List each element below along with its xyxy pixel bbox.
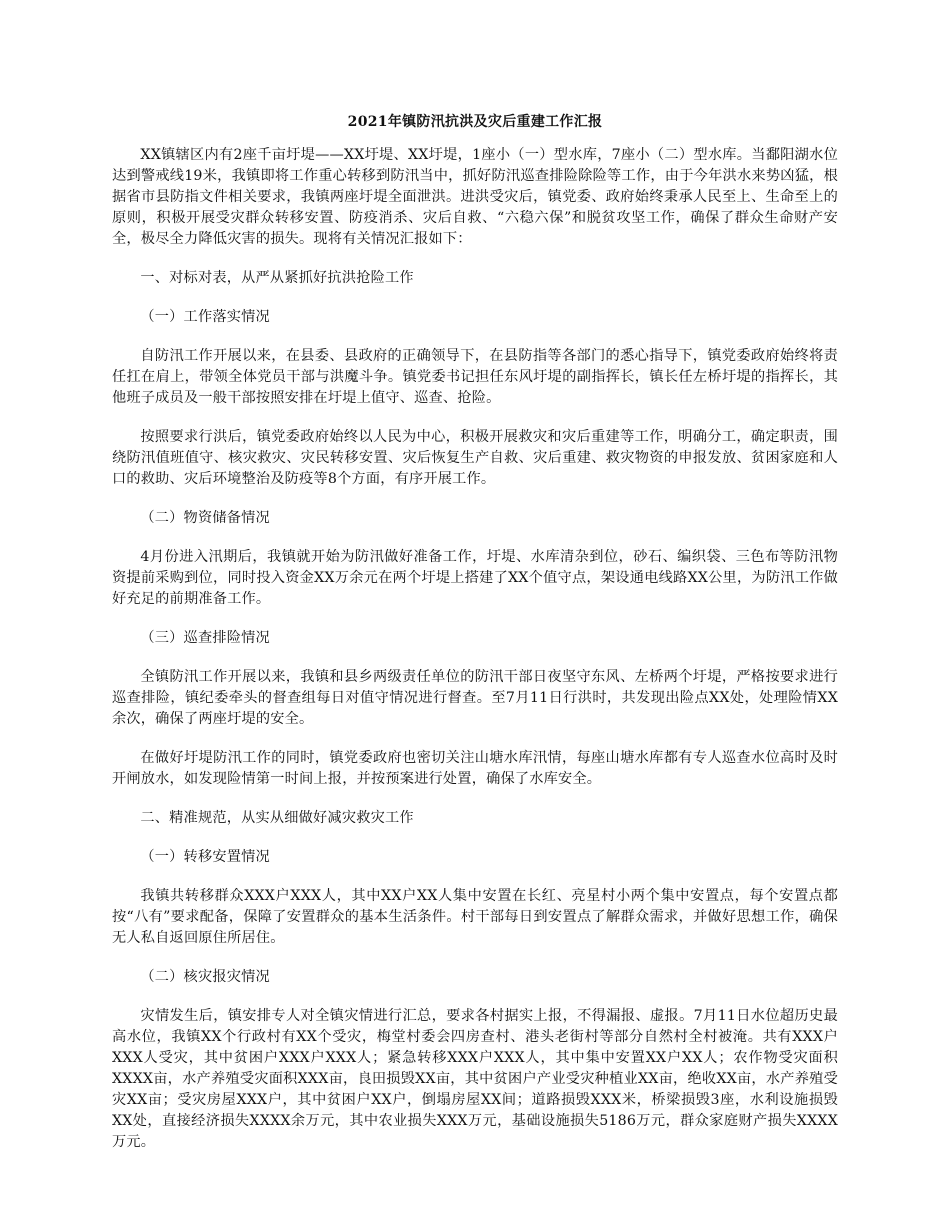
paragraph-disaster-report: 灾情发生后，镇安排专人对全镇灾情进行汇总，要求各村据实上报，不得漏报、虚报。7月11日水位超历史最高水位，我镇XX个行政村有XX个受灾，梅堂村委会四房查村、港头老街村等部分自然村全村被淹。共有XXX户XXX人受灾，其中贫困户XXX户XXX人；紧急转移XXX户XXX人，其中集中安置XX户XX人；农作物受灾面积XXXX亩，水产养殖受灾面积XXX亩，良田损毁XX亩，其中贫困户产业受灾种植业XX亩，绝收XX亩，水产养殖受灾XX亩；受灾房屋XXX户，其中贫困户XX户，倒塌房屋XX间；道路损毁XXX米，桥梁损毁3座，水利设施损毁XX处，直接经济损失XXXX余万元，其中农业损失XXX万元，基础设施损失5186万元，群众家庭财产损失XXXX万元。: [112, 1008, 838, 1150]
subsection-heading-2-2: （二）核灾报灾情况: [140, 969, 270, 985]
subsection-heading-1-3: （三）巡查排险情况: [140, 630, 270, 646]
paragraph-relocation: 我镇共转移群众XXX户XXX人，其中XX户XX人集中安置在长红、亮星村小两个集中安置点，每个安置点都按“八有”要求配备，保障了安置群众的基本生活条件。村干部每日到安置点了解群众需求，并做好思想工作，确保无人私自返回原住所居住。: [112, 888, 838, 946]
paragraph-patrol-1: 全镇防汛工作开展以来，我镇和县乡两级责任单位的防汛干部日夜坚守东风、左桥两个圩堤，严格按要求进行巡查排险，镇纪委牵头的督查组每日对值守情况进行督查。至7月11日行洪时，共发现出险点XX处，处理险情XX余次，确保了两座圩堤的安全。: [112, 669, 838, 727]
intro-paragraph: XX镇辖区内有2座千亩圩堤——XX圩堤、XX圩堤，1座小（一）型水库，7座小（二）型水库。当鄱阳湖水位达到警戒线19米，我镇即将工作重心转移到防汛当中，抓好防汛巡查排险除险等工作，由于今年洪水来势凶猛，根据省市县防指文件相关要求，我镇两座圩堤全面泄洪。进洪受灾后，镇党委、政府始终秉承人民至上、生命至上的原则，积极开展受灾群众转移安置、防疫消杀、灾后自救、“六稳六保”和脱贫攻坚工作，确保了群众生命财产安全，极尽全力降低灾害的损失。现将有关情况汇报如下：: [112, 147, 838, 247]
subsection-heading-1-2: （二）物资储备情况: [140, 510, 270, 526]
paragraph-patrol-2: 在做好圩堤防汛工作的同时，镇党委政府也密切关注山塘水库汛情，每座山塘水库都有专人巡查水位高时及时开闸放水，如发现险情第一时间上报，并按预案进行处置，确保了水库安全。: [112, 750, 838, 787]
subsection-heading-2-1: （一）转移安置情况: [140, 849, 270, 865]
section-heading-1: 一、对标对表，从严从紧抓好抗洪抢险工作: [140, 270, 414, 286]
paragraph-work-implementation-2: 按照要求行洪后，镇党委政府始终以人民为中心，积极开展救灾和灾后重建等工作，明确分工，确定职责，围绕防汛值班值守、核灾救灾、灾民转移安置、灾后恢复生产自救、灾后重建、救灾物资的申报发放、贫困家庭和人口的救助、灾后环境整治及防疫等8个方面，有序开展工作。: [112, 429, 838, 487]
section-heading-2: 二、精准规范，从实从细做好减灾救灾工作: [140, 810, 414, 826]
document-page: [112, 112, 838, 1171]
paragraph-work-implementation-1: 自防汛工作开展以来，在县委、县政府的正确领导下，在县防指等各部门的悉心指导下，镇党委政府始终将责任扛在肩上，带领全体党员干部与洪魔斗争。镇党委书记担任东风圩堤的副指挥长，镇长任左桥圩堤的指挥长，其他班子成员及一般干部按照安排在圩堤上值守、巡查、抢险。: [112, 348, 838, 406]
subsection-heading-1-1: （一）工作落实情况: [140, 309, 270, 325]
paragraph-material-reserve: 4月份进入汛期后，我镇就开始为防汛做好准备工作，圩堤、水库清杂到位，砂石、编织袋、三色布等防汛物资提前采购到位，同时投入资金XX万余元在两个圩堤上搭建了XX个值守点，架设通电线路XX公里，为防汛工作做好充足的前期准备工作。: [112, 549, 838, 607]
document-title: 2021年镇防汛抗洪及灾后重建工作汇报: [347, 114, 603, 130]
